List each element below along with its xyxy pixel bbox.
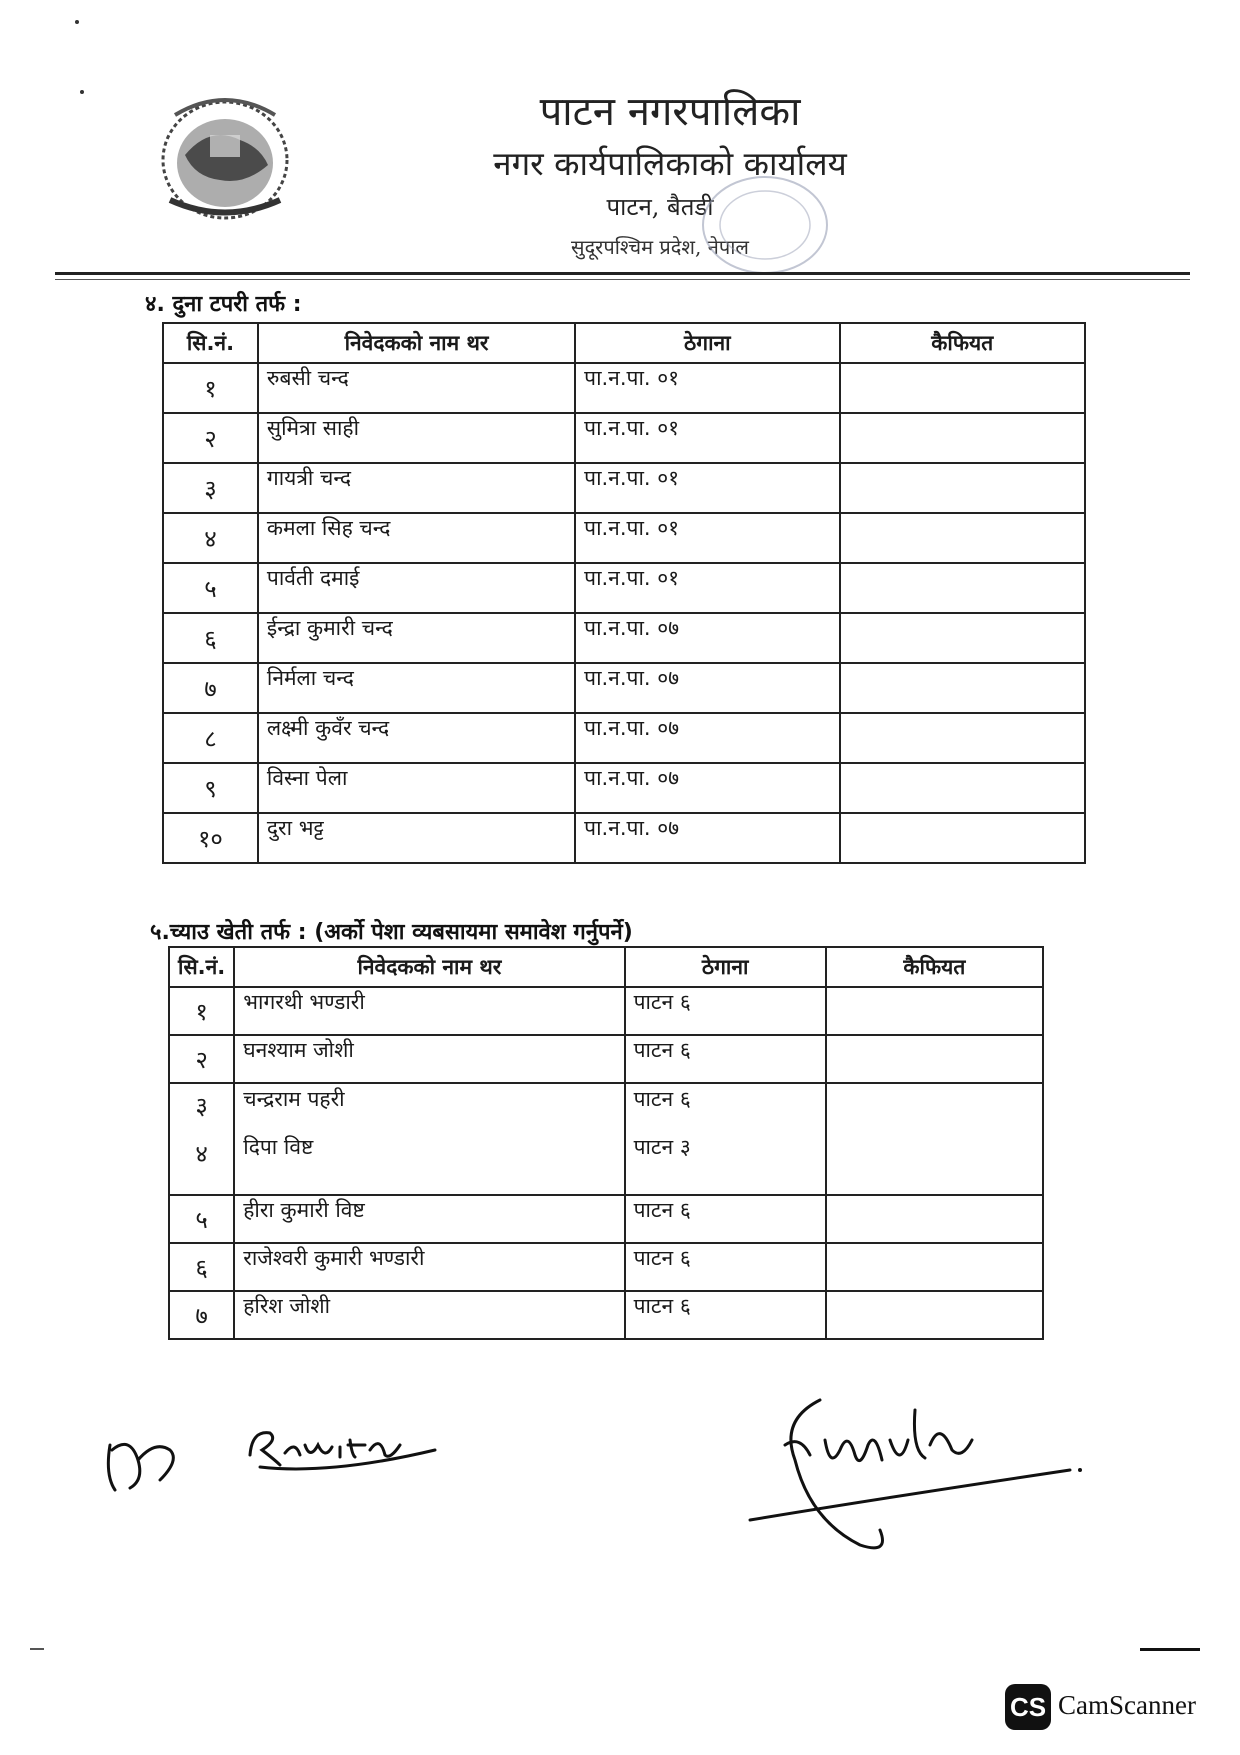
applicant-name: भागरथी भण्डारी bbox=[234, 987, 624, 1035]
column-header-remarks: कैफियत bbox=[840, 323, 1085, 363]
column-header-sn: सि.नं. bbox=[169, 947, 234, 987]
serial-number: ५ bbox=[163, 563, 258, 613]
column-header-address: ठेगाना bbox=[625, 947, 826, 987]
applicant-name: निर्मला चन्द bbox=[258, 663, 575, 713]
remarks-cell bbox=[840, 563, 1085, 613]
applicant-address: पाटन ३ bbox=[633, 1135, 691, 1159]
applicant-address: पा.न.पा. ०१ bbox=[575, 463, 839, 513]
applicant-name: हीरा कुमारी विष्ट bbox=[234, 1195, 624, 1243]
applicant-name: लक्ष्मी कुवँर चन्द bbox=[258, 713, 575, 763]
table-row-merged bbox=[169, 1083, 1043, 1195]
remarks-cell bbox=[826, 1035, 1043, 1083]
applicant-name: सुमित्रा साही bbox=[258, 413, 575, 463]
table-row bbox=[163, 563, 1085, 613]
serial-number: ४ bbox=[163, 513, 258, 563]
applicant-address: पा.न.पा. ०१ bbox=[575, 563, 839, 613]
remarks-cell bbox=[826, 1243, 1043, 1291]
applicant-name: चन्द्रराम पहरी bbox=[243, 1087, 345, 1111]
serial-number: ३ bbox=[163, 463, 258, 513]
applicant-name: विस्ना पेला bbox=[258, 763, 575, 813]
header-rule-thin bbox=[55, 279, 1190, 280]
serial-number: १ bbox=[169, 987, 234, 1035]
column-header-name: निवेदकको नाम थर bbox=[258, 323, 575, 363]
emblem-icon bbox=[150, 85, 300, 230]
serial-number: २ bbox=[163, 413, 258, 463]
applicant-name: हरिश जोशी bbox=[234, 1291, 624, 1339]
remarks-cell bbox=[826, 1083, 1043, 1195]
office-location: पाटन, बैतडी bbox=[606, 193, 714, 221]
remarks-cell bbox=[840, 763, 1085, 813]
remarks-cell bbox=[826, 1291, 1043, 1339]
applicant-address: पा.न.पा. ०१ bbox=[575, 363, 839, 413]
office-province: सुदूरपश्चिम प्रदेश, नेपाल bbox=[571, 235, 749, 259]
signature-ramita-icon bbox=[240, 1405, 440, 1475]
applicant-address: पा.न.पा. ०७ bbox=[575, 813, 839, 863]
office-stamp-icon bbox=[690, 165, 840, 285]
scan-speck bbox=[80, 90, 84, 94]
applicant-name: दुरा भट्ट bbox=[258, 813, 575, 863]
applicant-address: पा.न.पा. ०७ bbox=[575, 763, 839, 813]
remarks-cell bbox=[840, 513, 1085, 563]
applicant-address-pair bbox=[625, 1083, 826, 1195]
table-row bbox=[169, 1035, 1043, 1083]
serial-number: ३ bbox=[195, 1092, 208, 1120]
serial-number: ७ bbox=[163, 663, 258, 713]
serial-number: २ bbox=[169, 1035, 234, 1083]
serial-number: ८ bbox=[163, 713, 258, 763]
applicant-name: राजेश्वरी कुमारी भण्डारी bbox=[234, 1243, 624, 1291]
remarks-cell bbox=[826, 1195, 1043, 1243]
applicant-name-pair bbox=[234, 1083, 624, 1195]
serial-number: ६ bbox=[163, 613, 258, 663]
applicant-name: ईन्द्रा कुमारी चन्द bbox=[258, 613, 575, 663]
footer-rule-left bbox=[30, 1648, 44, 1650]
applicant-address: पा.न.पा. ०१ bbox=[575, 513, 839, 563]
applicant-address: पा.न.पा. ०१ bbox=[575, 413, 839, 463]
table-row bbox=[169, 1291, 1043, 1339]
office-name: पाटन नगरपालिका bbox=[539, 89, 801, 135]
remarks-cell bbox=[826, 987, 1043, 1035]
applicant-address: पा.न.पा. ०७ bbox=[575, 663, 839, 713]
applicant-name: रुबसी चन्द bbox=[258, 363, 575, 413]
table-row bbox=[169, 1243, 1043, 1291]
section-title-duna-tapari: ४. दुना टपरी तर्फ : bbox=[145, 292, 302, 317]
applicant-address: पाटन ६ bbox=[625, 1035, 826, 1083]
applicant-name: पार्वती दमाई bbox=[258, 563, 575, 613]
remarks-cell bbox=[840, 813, 1085, 863]
remarks-cell bbox=[840, 713, 1085, 763]
remarks-cell bbox=[840, 613, 1085, 663]
applicant-name: घनश्याम जोशी bbox=[234, 1035, 624, 1083]
column-header-address: ठेगाना bbox=[575, 323, 839, 363]
applicant-address: पाटन ६ bbox=[625, 1291, 826, 1339]
table-row bbox=[163, 613, 1085, 663]
table-row bbox=[169, 987, 1043, 1035]
serial-number-pair bbox=[169, 1083, 234, 1195]
applicant-address: पा.न.पा. ०७ bbox=[575, 613, 839, 663]
signature-initial-icon bbox=[100, 1420, 190, 1500]
signature-right-icon bbox=[740, 1380, 1100, 1560]
footer-rule-right bbox=[1140, 1648, 1200, 1651]
applicant-address: पाटन ६ bbox=[633, 1087, 691, 1111]
applicant-table-mushroom-farming bbox=[168, 946, 1044, 1340]
table-row bbox=[163, 763, 1085, 813]
serial-number: १० bbox=[163, 813, 258, 863]
column-header-sn: सि.नं. bbox=[163, 323, 258, 363]
column-header-remarks: कैफियत bbox=[826, 947, 1043, 987]
office-subtitle: नगर कार्यपालिकाको कार्यालय bbox=[493, 144, 847, 183]
camscanner-watermark: CamScanner bbox=[1058, 1690, 1196, 1720]
table-row bbox=[163, 713, 1085, 763]
remarks-cell bbox=[840, 663, 1085, 713]
column-header-name: निवेदकको नाम थर bbox=[234, 947, 624, 987]
table-row bbox=[163, 813, 1085, 863]
remarks-cell bbox=[840, 363, 1085, 413]
serial-number: १ bbox=[163, 363, 258, 413]
table-row bbox=[163, 413, 1085, 463]
applicant-address: पाटन ६ bbox=[625, 1195, 826, 1243]
serial-number: ४ bbox=[195, 1140, 208, 1168]
camscanner-logo-icon: CS bbox=[1005, 1684, 1051, 1730]
table-row bbox=[163, 463, 1085, 513]
table-row bbox=[163, 513, 1085, 563]
table-header-row bbox=[169, 947, 1043, 987]
header-rule bbox=[55, 272, 1190, 275]
applicant-name: दिपा विष्ट bbox=[243, 1135, 314, 1159]
section-title-mushroom-farming: ५.च्याउ खेती तर्फ : (अर्को पेशा व्यबसायमा समावेश गर्नुपर्ने) bbox=[150, 920, 633, 945]
serial-number: ६ bbox=[169, 1243, 234, 1291]
applicant-address: पाटन ६ bbox=[625, 987, 826, 1035]
table-row bbox=[169, 1195, 1043, 1243]
applicant-table-duna-tapari bbox=[162, 322, 1086, 864]
applicant-address: पाटन ६ bbox=[625, 1243, 826, 1291]
table-header-row bbox=[163, 323, 1085, 363]
table-row bbox=[163, 663, 1085, 713]
applicant-address: पा.न.पा. ०७ bbox=[575, 713, 839, 763]
table-row bbox=[163, 363, 1085, 413]
remarks-cell bbox=[840, 413, 1085, 463]
serial-number: ५ bbox=[169, 1195, 234, 1243]
serial-number: ९ bbox=[163, 763, 258, 813]
applicant-name: कमला सिह चन्द bbox=[258, 513, 575, 563]
serial-number: ७ bbox=[169, 1291, 234, 1339]
applicant-name: गायत्री चन्द bbox=[258, 463, 575, 513]
remarks-cell bbox=[840, 463, 1085, 513]
scan-speck bbox=[75, 20, 79, 24]
